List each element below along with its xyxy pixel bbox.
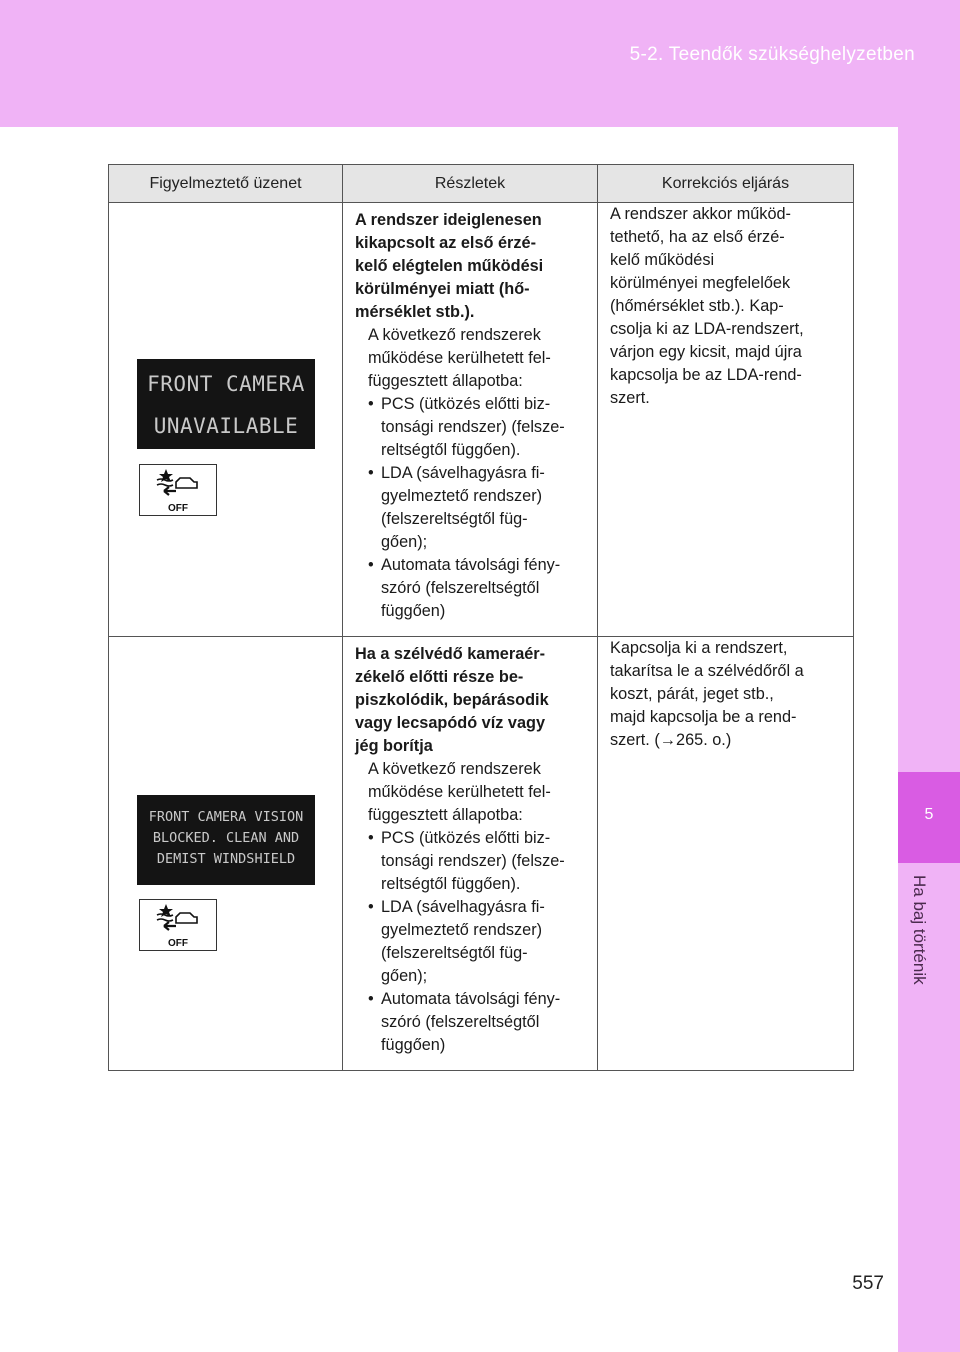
list-item: • LDA (sávelhagyásra fi- gyelmeztető rendszer) (felszereltségtől füg- gően); (368, 464, 545, 551)
correction-cell: A rendszer akkor működ- tethető, ha az első érzé- kelő működési körülményei megfelelőek (hőmérséklet stb.). Kap- csolja ki az LDA-rendszert, várjon egy kicsit, majd újra kapcsolja be az LDA-rend- szert. (598, 203, 854, 637)
list-item: • PCS (ütközés előtti biz- tonsági rendszer) (felsze- reltségtől függően). (368, 829, 565, 893)
display-line: FRONT CAMERA VISION (148, 809, 304, 825)
display-message-image (137, 359, 315, 449)
list-item: • Automata távolsági fény- szóró (felszereltségtől függően) (368, 990, 561, 1054)
display-line: UNAVAILABLE (153, 414, 299, 438)
column-header-details: Részletek (343, 165, 598, 203)
list-item: • PCS (ütközés előtti biz- tonsági rendszer) (felsze- reltségtől függően). (368, 395, 565, 459)
side-tab-strip (898, 127, 960, 1352)
pre-collision-system-off-icon (156, 903, 200, 937)
pcs-off-indicator (139, 899, 217, 951)
detail-intro: A következő rendszerek működése kerülhetett fel- függesztett állapotba: (368, 326, 551, 390)
chapter-label: Ha baj történik (910, 875, 929, 985)
detail-intro: A következő rendszerek működése kerülhetett fel- függesztett állapotba: (368, 760, 551, 824)
chapter-label-container (898, 875, 960, 1015)
display-line: BLOCKED. CLEAN AND (152, 830, 300, 846)
correction-cell: Kapcsolja ki a rendszert, takarítsa le a szélvédőről a koszt, párát, jeget stb., majd kapcsolja be a rend- szert. (→265. o.) (598, 637, 854, 1071)
page-header (0, 0, 960, 127)
chapter-tab (898, 772, 960, 863)
display-line: DEMIST WINDSHIELD (156, 851, 296, 867)
display-line: FRONT CAMERA (147, 372, 305, 396)
detail-heading: Ha a szélvédő kameraér- zékelő előtti része be- piszkolódik, bepárásodik vagy lecsapódó víz vagy jég borítja (355, 645, 549, 755)
warning-cell (109, 637, 343, 1071)
page-number: 557 (852, 1273, 884, 1294)
column-header-warning: Figyelmeztető üzenet (109, 165, 343, 203)
display-message-image (137, 795, 315, 885)
chapter-number: 5 (924, 806, 934, 823)
details-cell (343, 637, 598, 1071)
list-item: • Automata távolsági fény- szóró (felszereltségtől függően) (368, 556, 561, 620)
warning-cell (109, 203, 343, 637)
off-label: OFF (168, 938, 188, 949)
pcs-off-indicator (139, 464, 217, 516)
off-label: OFF (168, 503, 188, 514)
list-item: • LDA (sávelhagyásra fi- gyelmeztető rendszer) (felszereltségtől füg- gően); (368, 898, 545, 985)
table-row (109, 203, 854, 637)
table-header-row (109, 165, 854, 203)
table-row (109, 637, 854, 1071)
column-header-correction: Korrekciós eljárás (598, 165, 854, 203)
pre-collision-system-off-icon (156, 468, 200, 502)
warning-message-table (108, 164, 854, 1071)
section-title: 5-2. Teendők szükséghelyzetben (629, 44, 915, 65)
details-cell (343, 203, 598, 637)
detail-heading: A rendszer ideiglenesen kikapcsolt az első érzé- kelő elégtelen működési körülményei miatt (hő- mérséklet stb.). (355, 211, 544, 321)
